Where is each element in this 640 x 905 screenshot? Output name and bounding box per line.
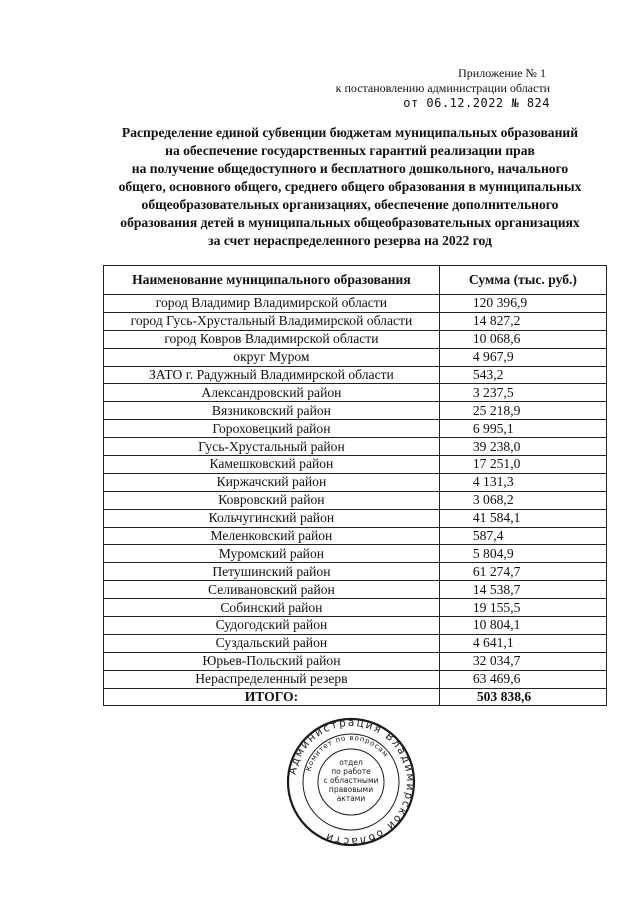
amount-value: 14 827,2	[439, 312, 606, 330]
amount-value: 543,2	[439, 366, 606, 384]
document-title	[60, 124, 640, 250]
distribution-table	[103, 265, 607, 706]
amount-value: 14 538,7	[439, 581, 606, 599]
stamp-center-line: по работе	[331, 767, 371, 776]
title-line: общеобразовательных организациях, обеспечение дополнительного	[141, 197, 559, 212]
table-row	[104, 420, 607, 438]
municipality-name: Александровский район	[104, 384, 440, 402]
table-row	[104, 617, 607, 635]
municipality-name: Камешковский район	[104, 456, 440, 474]
amount-value: 39 238,0	[439, 438, 606, 456]
column-header-name: Наименование муниципального образования	[104, 266, 440, 295]
column-header-sum: Сумма (тыс. руб.)	[439, 266, 606, 295]
amount-value: 10 804,1	[439, 617, 606, 635]
table-row	[104, 330, 607, 348]
amount-value: 3 237,5	[439, 384, 606, 402]
amount-value: 63 469,6	[439, 670, 606, 688]
municipality-name: Кольчугинский район	[104, 509, 440, 527]
stamp-inner-text: Комитет по вопросам	[304, 733, 391, 773]
table-row	[104, 634, 607, 652]
stamp-center-line: с областными	[323, 776, 379, 785]
table-row	[104, 438, 607, 456]
municipality-name: Юрьев-Польский район	[104, 652, 440, 670]
municipality-name: город Владимир Владимирской области	[104, 295, 440, 313]
table-row	[104, 652, 607, 670]
amount-value: 17 251,0	[439, 456, 606, 474]
amount-value: 3 068,2	[439, 491, 606, 509]
table-row	[104, 581, 607, 599]
table-row	[104, 509, 607, 527]
stamp-outer-text: Администрация Владимирской области	[286, 717, 416, 847]
title-line: образования детей в муниципальных общеобразовательных организациях	[120, 215, 580, 230]
amount-value: 6 995,1	[439, 420, 606, 438]
total-label: ИТОГО:	[104, 688, 440, 706]
title-line: за счет нераспределенного резерва на 2022 год	[208, 233, 492, 248]
municipality-name: Ковровский район	[104, 491, 440, 509]
table-row	[104, 563, 607, 581]
table-row	[104, 348, 607, 366]
appendix-date-number: от 06.12.2022 № 824	[403, 96, 550, 110]
amount-value: 120 396,9	[439, 295, 606, 313]
title-line: общего, основного общего, среднего общего образования в муниципальных	[118, 179, 582, 194]
amount-value: 25 218,9	[439, 402, 606, 420]
table-row	[104, 527, 607, 545]
table-row	[104, 491, 607, 509]
municipality-name: Муромский район	[104, 545, 440, 563]
municipality-name: Гусь-Хрустальный район	[104, 438, 440, 456]
municipality-name: ЗАТО г. Радужный Владимирской области	[104, 366, 440, 384]
stamp-center-line: отдел	[339, 758, 363, 767]
amount-value: 5 804,9	[439, 545, 606, 563]
municipality-name: Нераспределенный резерв	[104, 670, 440, 688]
municipality-name: Собинский район	[104, 599, 440, 617]
municipality-name: Судогодский район	[104, 617, 440, 635]
title-line: Распределение единой субвенции бюджетам муниципальных образований	[121, 125, 579, 140]
appendix-number: Приложение № 1	[458, 66, 546, 80]
amount-value: 41 584,1	[439, 509, 606, 527]
stamp-center-line: правовыми	[328, 785, 374, 794]
stamp-seal-icon	[286, 717, 416, 847]
municipality-name: город Ковров Владимирской области	[104, 330, 440, 348]
total-value: 503 838,6	[439, 688, 606, 706]
municipality-name: Вязниковский район	[104, 402, 440, 420]
municipality-name: Киржачский район	[104, 473, 440, 491]
municipality-name: Суздальский район	[104, 634, 440, 652]
table-row	[104, 295, 607, 313]
table-total-row	[104, 688, 607, 706]
stamp-center-line: актами	[336, 794, 366, 803]
amount-value: 587,4	[439, 527, 606, 545]
municipality-name: Меленковский район	[104, 527, 440, 545]
municipality-name: округ Муром	[104, 348, 440, 366]
amount-value: 4 967,9	[439, 348, 606, 366]
municipality-name: Петушинский район	[104, 563, 440, 581]
table-header-row	[104, 266, 607, 295]
title-line: на получение общедоступного и бесплатного дошкольного, начального	[131, 161, 569, 176]
table-row	[104, 312, 607, 330]
table-row	[104, 473, 607, 491]
table-row	[104, 670, 607, 688]
municipality-name: Гороховецкий район	[104, 420, 440, 438]
amount-value: 19 155,5	[439, 599, 606, 617]
table-row	[104, 456, 607, 474]
municipality-name: город Гусь-Хрустальный Владимирской области	[104, 312, 440, 330]
municipality-name: Селивановский район	[104, 581, 440, 599]
table-row	[104, 384, 607, 402]
amount-value: 10 068,6	[439, 330, 606, 348]
table-row	[104, 599, 607, 617]
table-row	[104, 545, 607, 563]
amount-value: 32 034,7	[439, 652, 606, 670]
amount-value: 4 641,1	[439, 634, 606, 652]
appendix-reference: к постановлению администрации области	[335, 81, 550, 95]
table-row	[104, 366, 607, 384]
title-line: на обеспечение государственных гарантий реализации прав	[165, 143, 535, 158]
amount-value: 4 131,3	[439, 473, 606, 491]
amount-value: 61 274,7	[439, 563, 606, 581]
table-row	[104, 402, 607, 420]
official-stamp	[286, 717, 416, 847]
